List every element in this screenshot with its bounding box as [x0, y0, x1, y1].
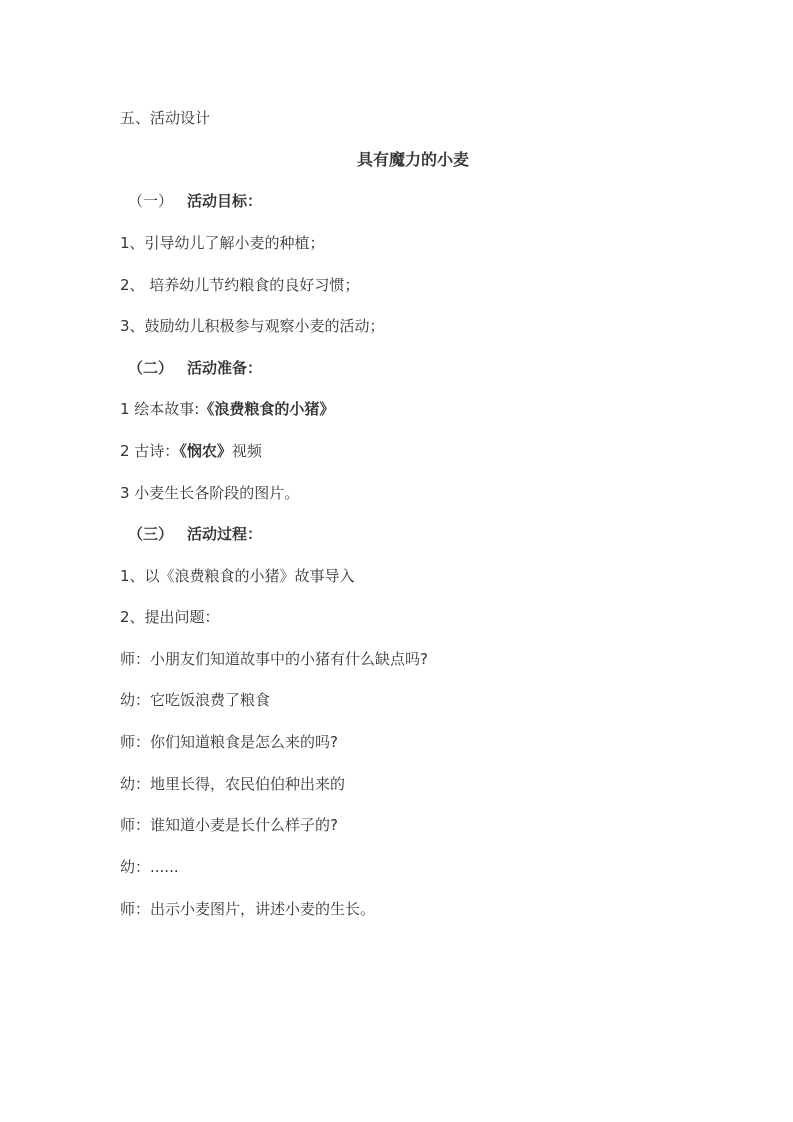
objectives-label: 活动目标： [187, 192, 263, 210]
dialogue-line: 师：你们知道粮食是怎么来的吗? [120, 733, 338, 751]
preparation-heading [120, 358, 262, 378]
preparation-number: （二） [128, 359, 174, 377]
preparation-item-bold: 《悯农》 [179, 442, 232, 460]
objectives-heading [120, 191, 262, 211]
section-heading: 五、活动设计 [120, 109, 211, 127]
objective-item: 2、 培养幼儿节约粮食的良好习惯； [120, 276, 360, 294]
preparation-item-prefix: 3 小麦生长各阶段的图片。 [120, 484, 300, 502]
objective-item: 3、鼓励幼儿积极参与观察小麦的活动； [120, 317, 385, 335]
process-item: 2、提出问题： [120, 608, 220, 626]
dialogue-line: 师：出示小麦图片，讲述小麦的生长。 [120, 900, 376, 918]
objective-item: 1、引导幼儿了解小麦的种植； [120, 234, 325, 252]
process-number: （三） [128, 525, 174, 543]
preparation-item-bold: 《浪费粮食的小猪》 [199, 400, 335, 418]
preparation-item [120, 483, 299, 503]
preparation-item [120, 441, 262, 461]
preparation-label: 活动准备： [187, 359, 263, 377]
dialogue-line: 幼：它吃饭浪费了粮食 [120, 691, 271, 709]
preparation-item [120, 399, 334, 419]
dialogue-line: 师：谁知道小麦是长什么样子的? [120, 816, 338, 834]
process-item: 1、以《浪费粮食的小猪》故事导入 [120, 567, 355, 585]
preparation-item-suffix: 视频 [231, 442, 262, 460]
process-heading [120, 524, 262, 544]
document-title: 具有魔力的小麦 [356, 150, 469, 169]
preparation-item-prefix: 2 古诗： [120, 442, 180, 460]
dialogue-line: 幼：地里长得，农民伯伯种出来的 [120, 775, 346, 793]
objectives-number: （一） [128, 192, 174, 210]
dialogue-line: 师：小朋友们知道故事中的小猪有什么缺点吗? [120, 650, 428, 668]
dialogue-line: 幼：...... [120, 858, 179, 876]
preparation-item-prefix: 1 绘本故事: [120, 400, 200, 418]
process-label: 活动过程： [187, 525, 263, 543]
